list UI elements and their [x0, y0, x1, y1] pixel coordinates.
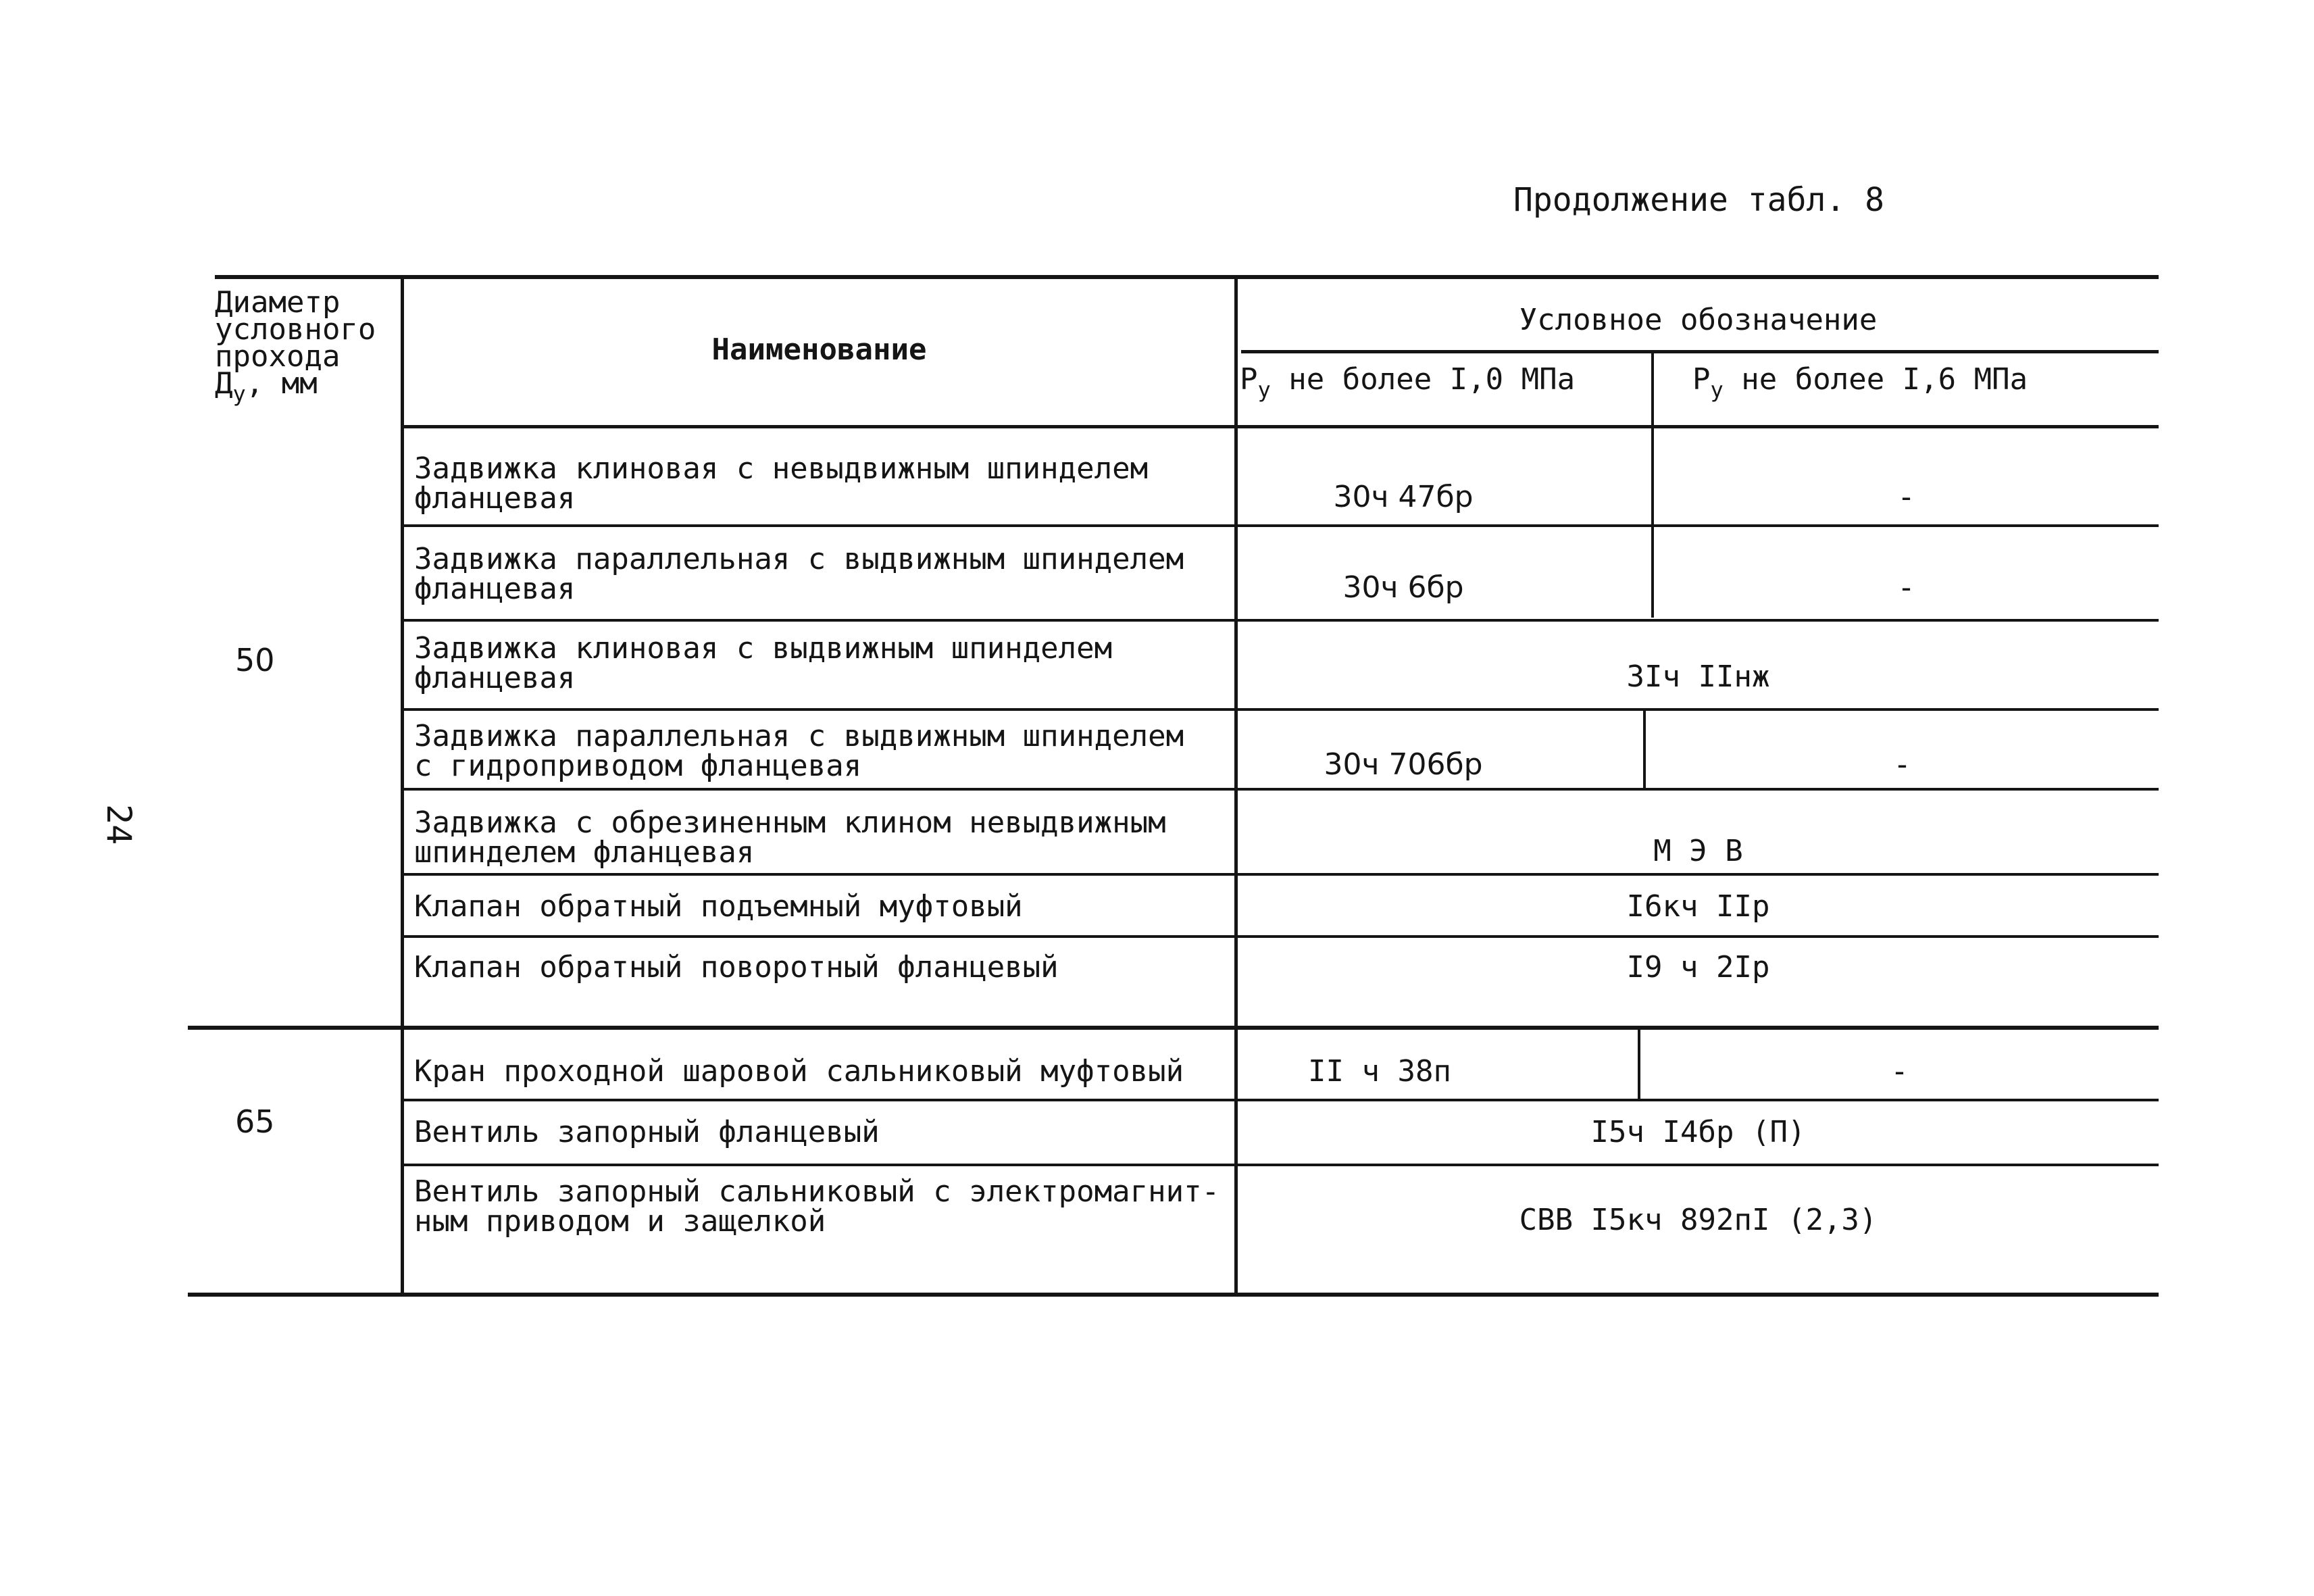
header-pressure-1-6: $Р_у$ не более I,6 МПа	[1692, 362, 2028, 403]
designation-both: I5ч I4бр (П)	[1590, 1115, 1806, 1149]
table-row-name: Вентиль запорный сальниковый с электромагнит- ным приводом и защелкой	[414, 1174, 1220, 1239]
header-pressure-1-0: $Р_у$ не более I,0 МПа	[1240, 362, 1576, 403]
table-row-name: Вентиль запорный фланцевый	[414, 1115, 880, 1149]
header-diameter: Диаметр условного прохода $Д_у$, мм	[215, 285, 376, 407]
row-rule	[403, 708, 2159, 711]
table-row-name: Клапан обратный подъемный муфтовый	[414, 889, 1023, 924]
table-row-name: Задвижка параллельная с выдвижным шпинделем с гидроприводом фланцевая	[414, 719, 1184, 783]
designation-1-0: 30ч 706бр	[1324, 747, 1483, 782]
row-rule	[403, 1099, 2159, 1101]
header-designation: Условное обозначение	[1519, 303, 1878, 337]
designation-1-0: II ч 38п	[1308, 1054, 1451, 1089]
designation-1-0: 30ч 6бр	[1342, 570, 1464, 605]
diameter-value: 65	[235, 1103, 275, 1140]
designation-both: I6кч IIр	[1626, 889, 1770, 924]
diameter-value: 50	[235, 642, 275, 678]
designation-both: I9 ч 2Iр	[1626, 950, 1770, 984]
designation-1-6: -	[1893, 747, 1911, 782]
table-row-name: Задвижка с обрезиненным клином невыдвижным шпинделем фланцевая	[414, 805, 1166, 870]
header-sub-rule	[1241, 350, 2159, 353]
page-number: 24	[99, 804, 139, 845]
table-row-name: Кран проходной шаровой сальниковый муфтовый	[414, 1054, 1184, 1089]
group-separator-rule	[188, 1026, 2159, 1030]
designation-1-6: -	[1897, 480, 1915, 514]
row-rule	[403, 1164, 2159, 1166]
header-name: Наименование	[711, 332, 927, 367]
table-row-name: Задвижка параллельная с выдвижным шпинделем фланцевая	[414, 542, 1184, 606]
table-row-name: Клапан обратный поворотный фланцевый	[414, 950, 1059, 984]
designation-1-6: -	[1897, 570, 1915, 605]
row-rule	[403, 619, 2159, 622]
row-rule	[403, 524, 2159, 527]
row-rule	[403, 788, 2159, 791]
diameter-column-rule	[401, 275, 404, 1295]
designation-both: М Э В	[1653, 834, 1743, 868]
table-row-name: Задвижка клиновая с невыдвижным шпинделем фланцевая	[414, 451, 1149, 516]
header-bottom-rule	[403, 425, 2159, 428]
row-rule	[403, 873, 2159, 876]
table-row-name: Задвижка клиновая с выдвижным шпинделем фланцевая	[414, 631, 1113, 695]
designation-1-0: 30ч 47бр	[1333, 480, 1474, 514]
designation-1-6: -	[1890, 1054, 1909, 1089]
row-rule	[403, 935, 2159, 938]
table-bottom-rule	[188, 1293, 2159, 1297]
table-top-rule	[215, 275, 2159, 279]
table-caption: Продолжение табл. 8	[1513, 181, 1885, 219]
designation-both: СВВ I5кч 892пI (2,3)	[1519, 1203, 1878, 1237]
designation-both: 3Iч IIнж	[1626, 659, 1770, 694]
